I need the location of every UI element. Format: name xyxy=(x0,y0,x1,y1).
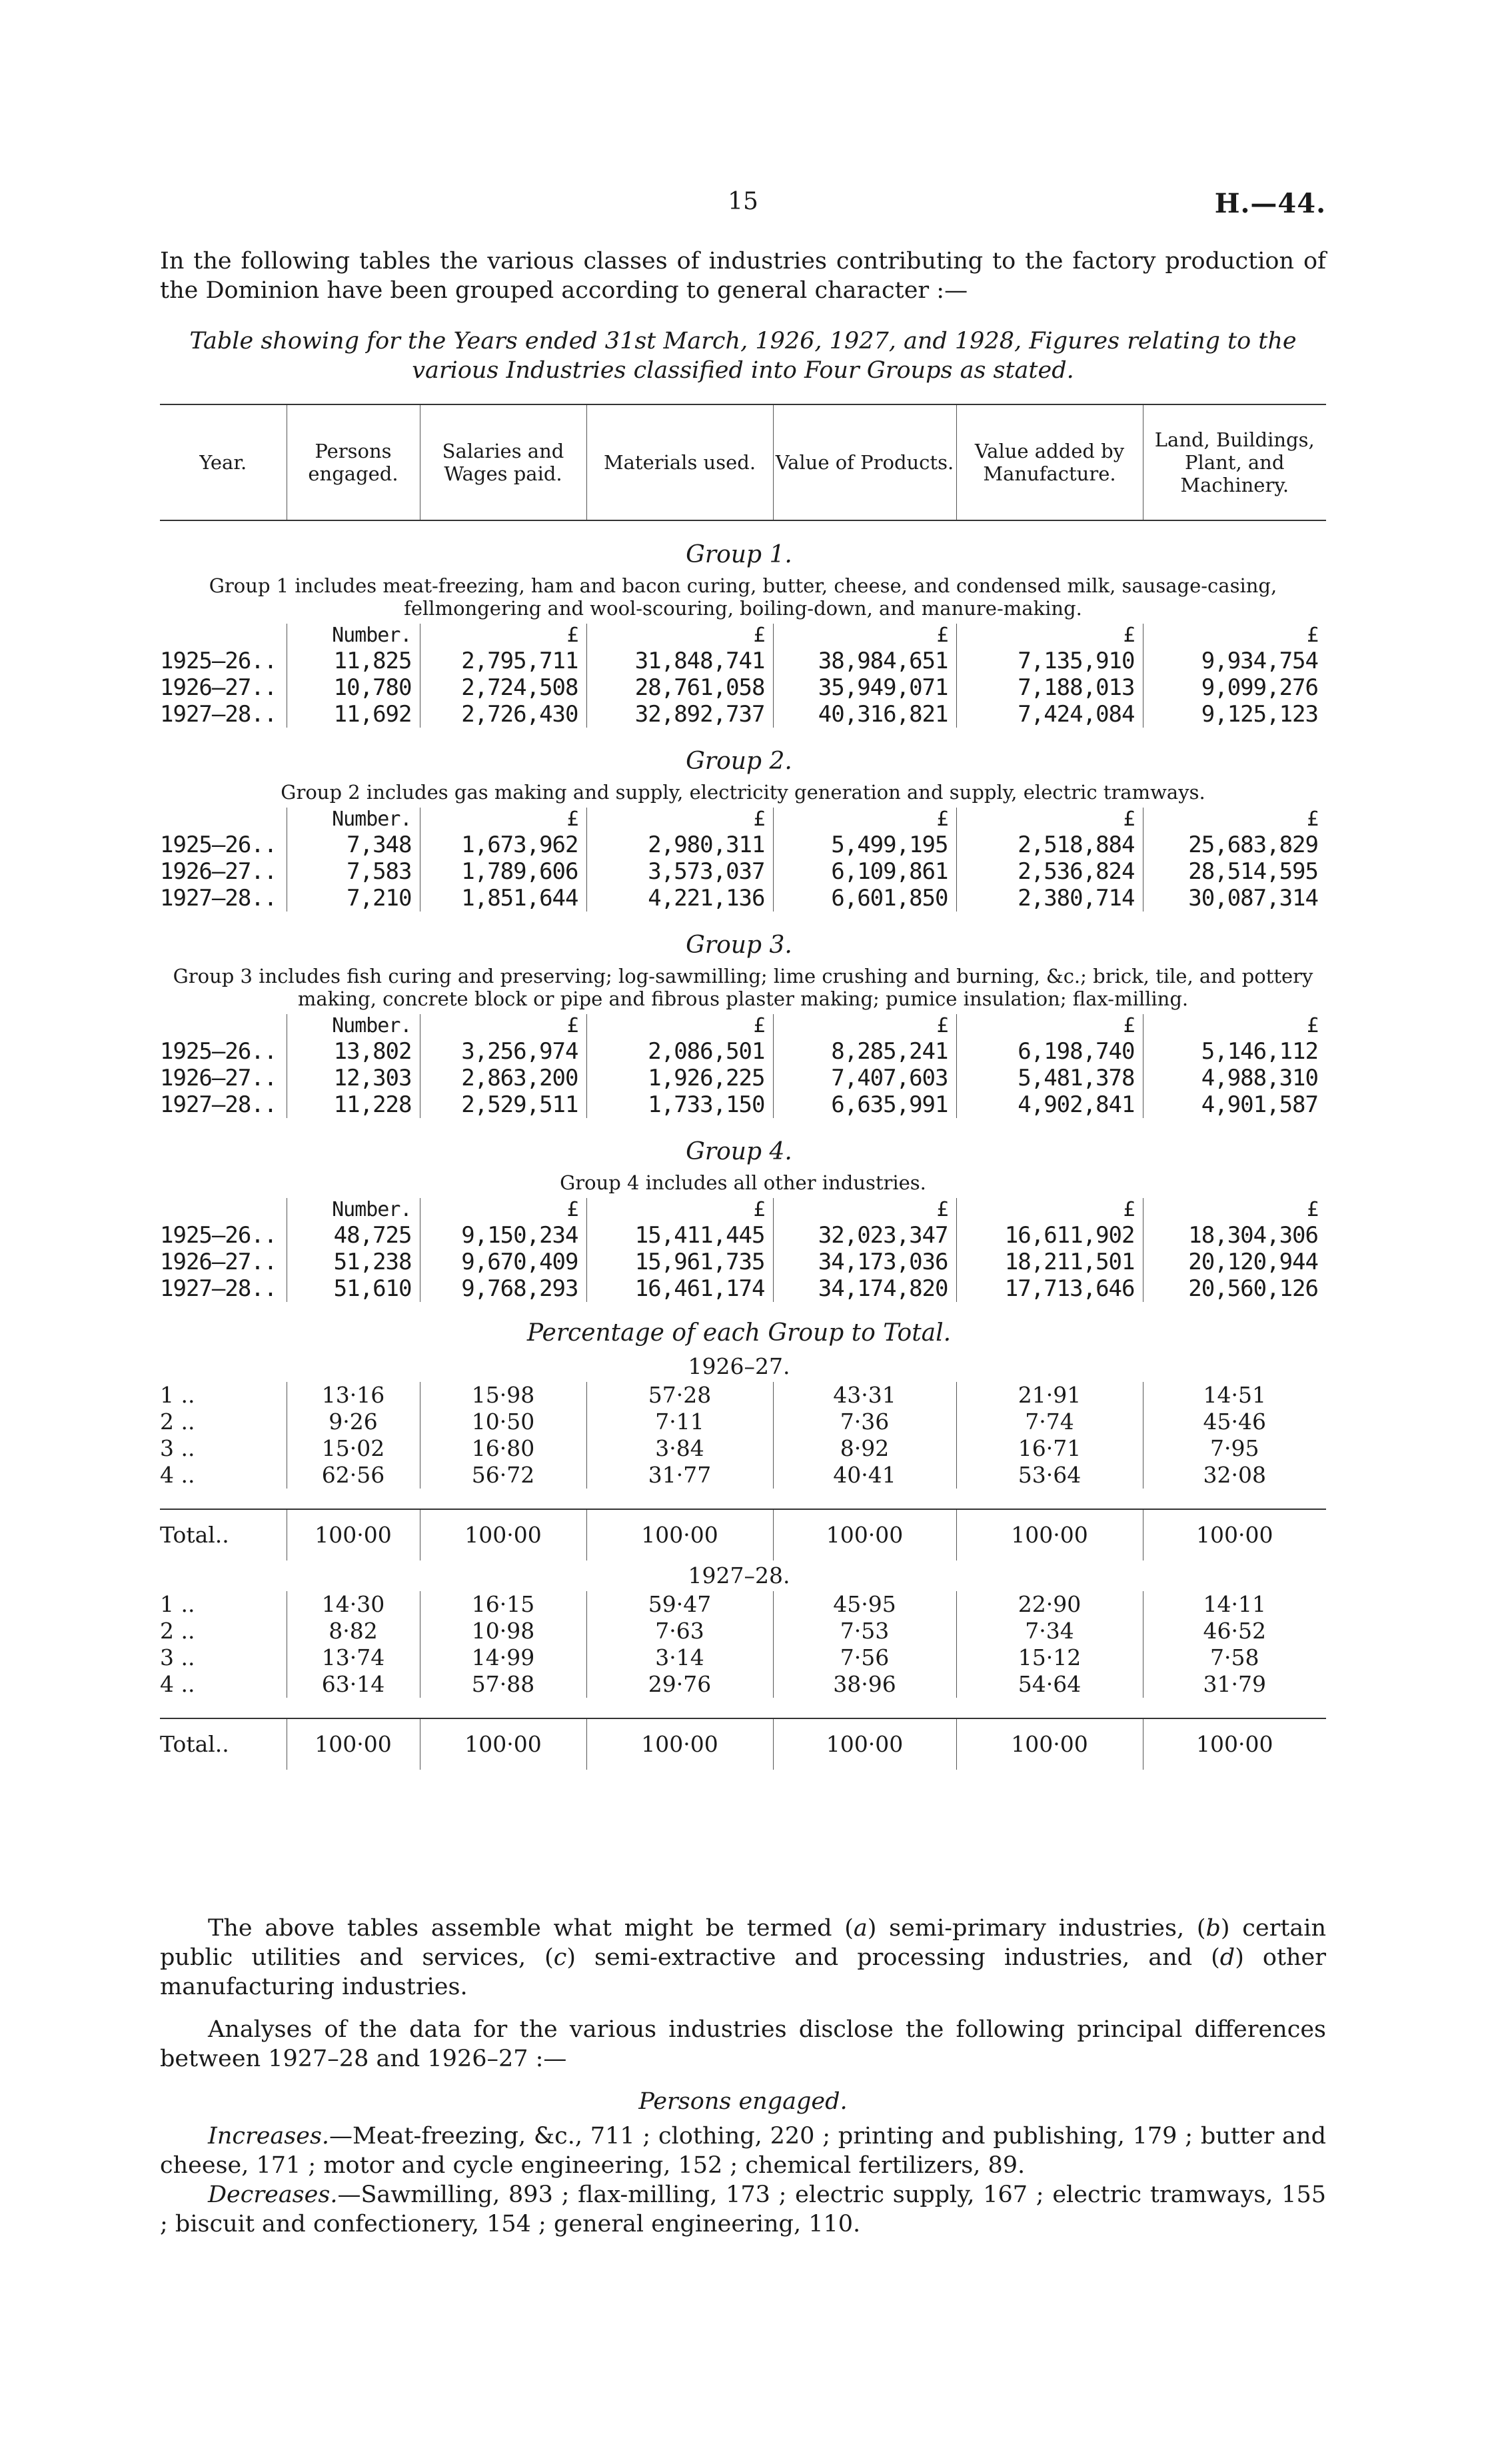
percent-cell: 15·02 xyxy=(287,1435,420,1462)
gap-row xyxy=(160,1698,1326,1718)
unit-label: £ xyxy=(1143,1198,1326,1222)
percent-cell: 8·92 xyxy=(773,1435,956,1462)
value-cell: 9,150,234 xyxy=(420,1222,586,1249)
group-number-cell: 4 .. xyxy=(160,1462,195,1488)
year-cell: 1925–26.. xyxy=(160,1038,277,1065)
table-row xyxy=(160,1435,1326,1462)
value-cell: 2,086,501 xyxy=(586,1038,773,1065)
group-description: Group 4 includes all other industries. xyxy=(560,1171,926,1194)
total-cell: 100·00 xyxy=(1143,1718,1326,1770)
year-cell: 1927–28.. xyxy=(160,1091,277,1118)
units-row xyxy=(160,808,1326,832)
unit-label: £ xyxy=(773,1198,956,1222)
total-cell: 100·00 xyxy=(586,1718,773,1770)
table-row xyxy=(160,885,1326,912)
value-cell: 25,683,829 xyxy=(1143,832,1326,858)
column-header: Materials used. xyxy=(586,404,773,520)
decreases-paragraph xyxy=(160,2180,1326,2239)
group-title: Group 3. xyxy=(686,931,792,959)
value-cell: 9,934,754 xyxy=(1143,648,1326,674)
spacer xyxy=(160,1489,1326,1509)
group-number-cell: 1 .. xyxy=(160,1382,195,1408)
percent-cell: 7·63 xyxy=(586,1618,773,1644)
group-title-row xyxy=(160,728,1326,780)
total-cell: 100·00 xyxy=(773,1718,956,1770)
total-cell: 100·00 xyxy=(956,1718,1143,1770)
table-row xyxy=(160,1409,1326,1435)
year-cell: 1927–28.. xyxy=(160,701,277,728)
percent-cell: 57·28 xyxy=(586,1382,773,1409)
value-cell: 11,825 xyxy=(287,648,420,674)
percent-cell: 10·50 xyxy=(420,1409,586,1435)
value-cell: 6,601,850 xyxy=(773,885,956,912)
year-cell: 1926–27.. xyxy=(160,858,277,885)
decreases-label: Decreases. xyxy=(208,2181,338,2208)
value-cell: 31,848,741 xyxy=(586,648,773,674)
table-row xyxy=(160,1065,1326,1091)
unit-label: £ xyxy=(586,808,773,832)
value-cell: 3,573,037 xyxy=(586,858,773,885)
value-cell: 28,761,058 xyxy=(586,674,773,701)
unit-label: Number. xyxy=(287,808,420,832)
unit-label xyxy=(160,808,287,832)
percentage-year-row xyxy=(160,1351,1326,1382)
text-run: b xyxy=(1205,1915,1221,1942)
group-description-row xyxy=(160,1170,1326,1198)
total-cell: 100·00 xyxy=(1143,1509,1326,1560)
percent-cell: 31·79 xyxy=(1143,1671,1326,1698)
total-cell: 100·00 xyxy=(586,1509,773,1560)
table-caption: Table showing for the Years ended 31st March, 1926, 1927, and 1928, Figures relating to the various Industries classified into Four Groups as stated. xyxy=(189,328,1297,384)
total-label: Total.. xyxy=(160,1509,287,1560)
value-cell: 2,726,430 xyxy=(420,701,586,728)
total-label: Total.. xyxy=(160,1718,287,1770)
percent-cell: 53·64 xyxy=(956,1462,1143,1489)
year-cell: 1927–28.. xyxy=(160,885,277,912)
group-number-cell: 1 .. xyxy=(160,1591,195,1617)
unit-label: £ xyxy=(420,1014,586,1038)
value-cell: 4,221,136 xyxy=(586,885,773,912)
percent-cell: 38·96 xyxy=(773,1671,956,1698)
total-cell: 100·00 xyxy=(420,1509,586,1560)
unit-label: £ xyxy=(586,1014,773,1038)
value-cell: 1,926,225 xyxy=(586,1065,773,1091)
page-number: 15 xyxy=(728,188,758,215)
document-id: H.—44. xyxy=(1214,188,1326,219)
percent-cell: 62·56 xyxy=(287,1462,420,1489)
percent-cell: 7·74 xyxy=(956,1409,1143,1435)
total-row xyxy=(160,1509,1326,1560)
unit-label: £ xyxy=(956,624,1143,648)
percentage-year: 1927–28. xyxy=(688,1562,790,1588)
value-cell: 34,173,036 xyxy=(773,1249,956,1275)
percentage-year-row xyxy=(160,1560,1326,1591)
percent-cell: 16·80 xyxy=(420,1435,586,1462)
value-cell: 2,529,511 xyxy=(420,1091,586,1118)
increases-text: —Meat-freezing, &c., 711 ; clothing, 220 ; printing and publishing, 179 ; butter and cheese, 171 ; motor and cycle engineering, 152 ; chemical fertilizers, 89. xyxy=(160,2123,1326,2179)
value-cell: 48,725 xyxy=(287,1222,420,1249)
value-cell: 2,536,824 xyxy=(956,858,1143,885)
percent-cell: 63·14 xyxy=(287,1671,420,1698)
group-number-cell: 3 .. xyxy=(160,1644,195,1670)
percent-cell: 7·11 xyxy=(586,1409,773,1435)
table-row xyxy=(160,1382,1326,1409)
total-cell: 100·00 xyxy=(287,1718,420,1770)
table-row xyxy=(160,1038,1326,1065)
group-title: Group 2. xyxy=(686,748,792,775)
percentage-title: Percentage of each Group to Total. xyxy=(526,1319,952,1347)
value-cell: 6,198,740 xyxy=(956,1038,1143,1065)
group-title-row xyxy=(160,912,1326,963)
column-header: Value of Products. xyxy=(773,404,956,520)
value-cell: 32,892,737 xyxy=(586,701,773,728)
value-cell: 2,795,711 xyxy=(420,648,586,674)
text-run: ) semi-primary industries, ( xyxy=(867,1915,1206,1942)
percent-cell: 54·64 xyxy=(956,1671,1143,1698)
text-run: c xyxy=(553,1944,567,1971)
percent-cell: 7·95 xyxy=(1143,1435,1326,1462)
percent-cell: 14·30 xyxy=(287,1591,420,1618)
value-cell: 51,238 xyxy=(287,1249,420,1275)
value-cell: 6,109,861 xyxy=(773,858,956,885)
unit-label: £ xyxy=(420,624,586,648)
unit-label: £ xyxy=(956,808,1143,832)
value-cell: 3,256,974 xyxy=(420,1038,586,1065)
persons-engaged-subheading: Persons engaged. xyxy=(638,2088,848,2115)
value-cell: 5,499,195 xyxy=(773,832,956,858)
table-row xyxy=(160,1591,1326,1618)
value-cell: 7,583 xyxy=(287,858,420,885)
year-cell: 1926–27.. xyxy=(160,1065,277,1091)
value-cell: 34,174,820 xyxy=(773,1275,956,1302)
value-cell: 1,673,962 xyxy=(420,832,586,858)
value-cell: 28,514,595 xyxy=(1143,858,1326,885)
value-cell: 9,670,409 xyxy=(420,1249,586,1275)
unit-label: £ xyxy=(1143,808,1326,832)
units-row xyxy=(160,1198,1326,1222)
value-cell: 1,789,606 xyxy=(420,858,586,885)
percent-cell: 10·98 xyxy=(420,1618,586,1644)
value-cell: 15,961,735 xyxy=(586,1249,773,1275)
percent-cell: 45·95 xyxy=(773,1591,956,1618)
percent-cell: 8·82 xyxy=(287,1618,420,1644)
text-run: d xyxy=(1219,1944,1235,1971)
unit-label: £ xyxy=(773,1014,956,1038)
unit-label xyxy=(160,1198,287,1222)
column-header: Value added by Manufacture. xyxy=(956,404,1143,520)
unit-label: £ xyxy=(1143,1014,1326,1038)
group-title-row xyxy=(160,520,1326,573)
value-cell: 51,610 xyxy=(287,1275,420,1302)
unit-label: £ xyxy=(773,808,956,832)
value-cell: 12,303 xyxy=(287,1065,420,1091)
percent-cell: 32·08 xyxy=(1143,1462,1326,1489)
value-cell: 7,135,910 xyxy=(956,648,1143,674)
value-cell: 4,988,310 xyxy=(1143,1065,1326,1091)
value-cell: 15,411,445 xyxy=(586,1222,773,1249)
group-title: Group 4. xyxy=(686,1138,792,1165)
year-cell: 1926–27.. xyxy=(160,674,277,701)
total-cell: 100·00 xyxy=(773,1509,956,1560)
closing-text xyxy=(160,1914,1326,2239)
value-cell: 8,285,241 xyxy=(773,1038,956,1065)
value-cell: 18,211,501 xyxy=(956,1249,1143,1275)
industry-groups-table xyxy=(160,404,1326,1770)
page-header xyxy=(160,188,1326,221)
table-row xyxy=(160,1462,1326,1489)
value-cell: 4,901,587 xyxy=(1143,1091,1326,1118)
value-cell: 2,724,508 xyxy=(420,674,586,701)
unit-label: £ xyxy=(420,1198,586,1222)
units-row xyxy=(160,1014,1326,1038)
value-cell: 2,980,311 xyxy=(586,832,773,858)
text-run: a xyxy=(853,1915,868,1942)
gap-row xyxy=(160,1489,1326,1509)
total-row xyxy=(160,1718,1326,1770)
spacer xyxy=(160,1698,1326,1718)
table-row xyxy=(160,1671,1326,1698)
value-cell: 7,210 xyxy=(287,885,420,912)
percent-cell: 13·74 xyxy=(287,1644,420,1671)
group-title: Group 1. xyxy=(686,541,792,568)
table-row xyxy=(160,674,1326,701)
group-number-cell: 3 .. xyxy=(160,1435,195,1461)
value-cell: 9,768,293 xyxy=(420,1275,586,1302)
table-row xyxy=(160,1618,1326,1644)
total-cell: 100·00 xyxy=(420,1718,586,1770)
table-row xyxy=(160,1249,1326,1275)
value-cell: 38,984,651 xyxy=(773,648,956,674)
percent-cell: 40·41 xyxy=(773,1462,956,1489)
summary-paragraph xyxy=(160,1914,1326,2002)
value-cell: 5,481,378 xyxy=(956,1065,1143,1091)
value-cell: 35,949,071 xyxy=(773,674,956,701)
header-row xyxy=(160,404,1326,520)
percentage-year: 1926–27. xyxy=(688,1353,790,1379)
value-cell: 20,120,944 xyxy=(1143,1249,1326,1275)
value-cell: 9,125,123 xyxy=(1143,701,1326,728)
text-run: ) other manufacturing industries. xyxy=(160,1944,1326,2000)
percent-cell: 45·46 xyxy=(1143,1409,1326,1435)
percent-cell: 7·34 xyxy=(956,1618,1143,1644)
unit-label: Number. xyxy=(287,1198,420,1222)
value-cell: 11,692 xyxy=(287,701,420,728)
percent-cell: 15·98 xyxy=(420,1382,586,1409)
column-header: Persons engaged. xyxy=(287,404,420,520)
value-cell: 40,316,821 xyxy=(773,701,956,728)
value-cell: 18,304,306 xyxy=(1143,1222,1326,1249)
table-row xyxy=(160,1644,1326,1671)
unit-label xyxy=(160,1014,287,1038)
percent-cell: 16·15 xyxy=(420,1591,586,1618)
percent-cell: 14·51 xyxy=(1143,1382,1326,1409)
column-header: Land, Buildings, Plant, and Machinery. xyxy=(1143,404,1326,520)
year-cell: 1927–28.. xyxy=(160,1275,277,1302)
text-run: ) certain public utilities and services, ( xyxy=(160,1915,1327,1971)
unit-label: £ xyxy=(586,1198,773,1222)
percent-cell: 57·88 xyxy=(420,1671,586,1698)
unit-label: Number. xyxy=(287,624,420,648)
percent-cell: 29·76 xyxy=(586,1671,773,1698)
percent-cell: 14·99 xyxy=(420,1644,586,1671)
percent-cell: 9·26 xyxy=(287,1409,420,1435)
group-number-cell: 4 .. xyxy=(160,1671,195,1697)
value-cell: 10,780 xyxy=(287,674,420,701)
percent-cell: 7·58 xyxy=(1143,1644,1326,1671)
group-title-row xyxy=(160,1118,1326,1170)
unit-label: £ xyxy=(1143,624,1326,648)
group-description-row xyxy=(160,963,1326,1014)
percent-cell: 15·12 xyxy=(956,1644,1143,1671)
value-cell: 32,023,347 xyxy=(773,1222,956,1249)
table-body xyxy=(160,520,1326,1770)
group-description-row xyxy=(160,573,1326,624)
table-row xyxy=(160,701,1326,728)
group-description-row xyxy=(160,780,1326,808)
unit-label: £ xyxy=(773,624,956,648)
percent-cell: 14·11 xyxy=(1143,1591,1326,1618)
year-cell: 1925–26.. xyxy=(160,648,277,674)
percent-cell: 22·90 xyxy=(956,1591,1143,1618)
value-cell: 7,188,013 xyxy=(956,674,1143,701)
percent-cell: 7·53 xyxy=(773,1618,956,1644)
percent-cell: 13·16 xyxy=(287,1382,420,1409)
units-row xyxy=(160,624,1326,648)
analysis-paragraph: Analyses of the data for the various industries disclose the following principal differences between 1927–28 and 1926–27 :— xyxy=(160,2016,1326,2072)
table-row xyxy=(160,648,1326,674)
text-run: ) semi-extractive and processing industries, and ( xyxy=(566,1944,1220,1971)
percent-cell: 21·91 xyxy=(956,1382,1143,1409)
percent-cell: 3·84 xyxy=(586,1435,773,1462)
value-cell: 11,228 xyxy=(287,1091,420,1118)
percent-cell: 43·31 xyxy=(773,1382,956,1409)
table-row xyxy=(160,1275,1326,1302)
table-row xyxy=(160,858,1326,885)
percent-cell: 31·77 xyxy=(586,1462,773,1489)
value-cell: 2,518,884 xyxy=(956,832,1143,858)
year-cell: 1925–26.. xyxy=(160,1222,277,1249)
value-cell: 7,348 xyxy=(287,832,420,858)
text-run: The above tables assemble what might be termed ( xyxy=(208,1915,854,1942)
percent-cell: 16·71 xyxy=(956,1435,1143,1462)
percentage-title-row xyxy=(160,1302,1326,1351)
intro-paragraph: In the following tables the various classes of industries contributing to the factory production of the Dominion have been grouped according to general character :— xyxy=(160,248,1326,304)
value-cell: 2,863,200 xyxy=(420,1065,586,1091)
unit-label: £ xyxy=(956,1198,1143,1222)
group-number-cell: 2 .. xyxy=(160,1618,195,1644)
percent-cell: 46·52 xyxy=(1143,1618,1326,1644)
total-cell: 100·00 xyxy=(287,1509,420,1560)
group-description: Group 2 includes gas making and supply, electricity generation and supply, electric tramways. xyxy=(281,781,1205,804)
percent-cell: 56·72 xyxy=(420,1462,586,1489)
value-cell: 16,611,902 xyxy=(956,1222,1143,1249)
value-cell: 4,902,841 xyxy=(956,1091,1143,1118)
table-header xyxy=(160,404,1326,520)
percent-cell: 7·36 xyxy=(773,1409,956,1435)
column-header: Salaries and Wages paid. xyxy=(420,404,586,520)
value-cell: 30,087,314 xyxy=(1143,885,1326,912)
value-cell: 2,380,714 xyxy=(956,885,1143,912)
unit-label: £ xyxy=(586,624,773,648)
year-cell: 1925–26.. xyxy=(160,832,277,858)
value-cell: 9,099,276 xyxy=(1143,674,1326,701)
table-row xyxy=(160,1091,1326,1118)
group-description: Group 3 includes fish curing and preserving; log-sawmilling; lime crushing and burning, &c.; brick, tile, and pottery making, concrete block or pipe and fibrous plaster making; pumice insulation; flax-milling. xyxy=(173,965,1313,1010)
year-cell: 1926–27.. xyxy=(160,1249,277,1275)
value-cell: 7,424,084 xyxy=(956,701,1143,728)
value-cell: 13,802 xyxy=(287,1038,420,1065)
increases-paragraph xyxy=(160,2122,1326,2180)
table-row xyxy=(160,832,1326,858)
percent-cell: 3·14 xyxy=(586,1644,773,1671)
value-cell: 17,713,646 xyxy=(956,1275,1143,1302)
increases-label: Increases. xyxy=(208,2123,330,2150)
value-cell: 7,407,603 xyxy=(773,1065,956,1091)
group-number-cell: 2 .. xyxy=(160,1409,195,1435)
column-header: Year. xyxy=(160,404,287,520)
unit-label: £ xyxy=(420,808,586,832)
table-row xyxy=(160,1222,1326,1249)
total-cell: 100·00 xyxy=(956,1509,1143,1560)
percent-cell: 59·47 xyxy=(586,1591,773,1618)
unit-label: Number. xyxy=(287,1014,420,1038)
decreases-text: —Sawmilling, 893 ; flax-milling, 173 ; electric supply, 167 ; electric tramways, 155 ; biscuit and confectionery, 154 ; general engineering, 110. xyxy=(160,2181,1326,2237)
value-cell: 5,146,112 xyxy=(1143,1038,1326,1065)
value-cell: 20,560,126 xyxy=(1143,1275,1326,1302)
percent-cell: 7·56 xyxy=(773,1644,956,1671)
value-cell: 6,635,991 xyxy=(773,1091,956,1118)
value-cell: 16,461,174 xyxy=(586,1275,773,1302)
group-description: Group 1 includes meat-freezing, ham and bacon curing, butter, cheese, and condensed milk, sausage-casing, fellmongering and wool-scouring, boiling-down, and manure-making. xyxy=(209,574,1277,620)
value-cell: 1,733,150 xyxy=(586,1091,773,1118)
unit-label: £ xyxy=(956,1014,1143,1038)
value-cell: 1,851,644 xyxy=(420,885,586,912)
unit-label xyxy=(160,624,287,648)
